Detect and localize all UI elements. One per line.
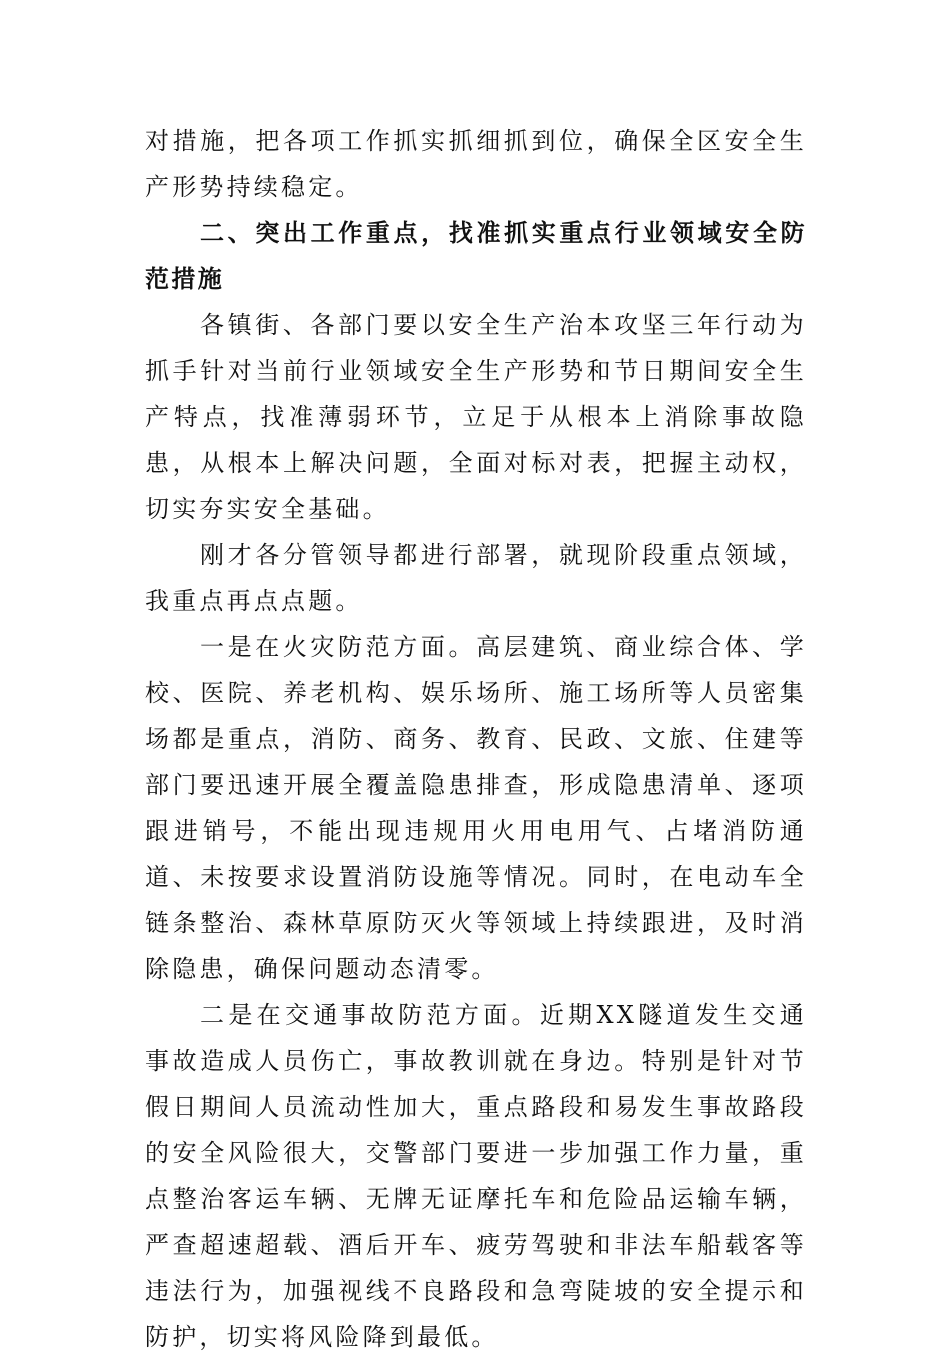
paragraph-traffic-safety: 二是在交通事故防范方面。近期XX隧道发生交通事故造成人员伤亡，事故教训就在身边。特别是针对节假日期间人员流动性加大，重点路段和易发生事故路段的安全风险很大，交警部门要进一步加强工作力量，重点整治客运车辆、无牌无证摩托车和危险品运输车辆，严查超速超载、酒后开车、疲劳驾驶和非法车船载客等违法行为，加强视线不良路段和急弯陡坡的安全提示和防护，切实将风险降到最低。: [145, 1001, 807, 1351]
section-heading: 二、突出工作重点，找准抓实重点行业领域安全防范措施: [145, 219, 807, 293]
paragraph-leader-remarks: 刚才各分管领导都进行部署，就现阶段重点领域，我重点再点点题。: [145, 541, 807, 615]
paragraph-continuation: 对措施，把各项工作抓实抓细抓到位，确保全区安全生产形势持续稳定。: [145, 127, 807, 201]
document-body: [145, 118, 807, 1360]
paragraph-fire-prevention: 一是在火灾防范方面。高层建筑、商业综合体、学校、医院、养老机构、娱乐场所、施工场所等人员密集场都是重点，消防、商务、教育、民政、文旅、住建等部门要迅速开展全覆盖隐患排查，形成隐患清单、逐项跟进销号，不能出现违规用火用电用气、占堵消防通道、未按要求设置消防设施等情况。同时，在电动车全链条整治、森林草原防灭火等领域上持续跟进，及时消除隐患，确保问题动态清零。: [145, 633, 807, 983]
paragraph-focus-areas: 各镇街、各部门要以安全生产治本攻坚三年行动为抓手针对当前行业领域安全生产形势和节日期间安全生产特点，找准薄弱环节，立足于从根本上消除事故隐患，从根本上解决问题，全面对标对表，把握主动权，切实夯实安全基础。: [145, 311, 807, 523]
